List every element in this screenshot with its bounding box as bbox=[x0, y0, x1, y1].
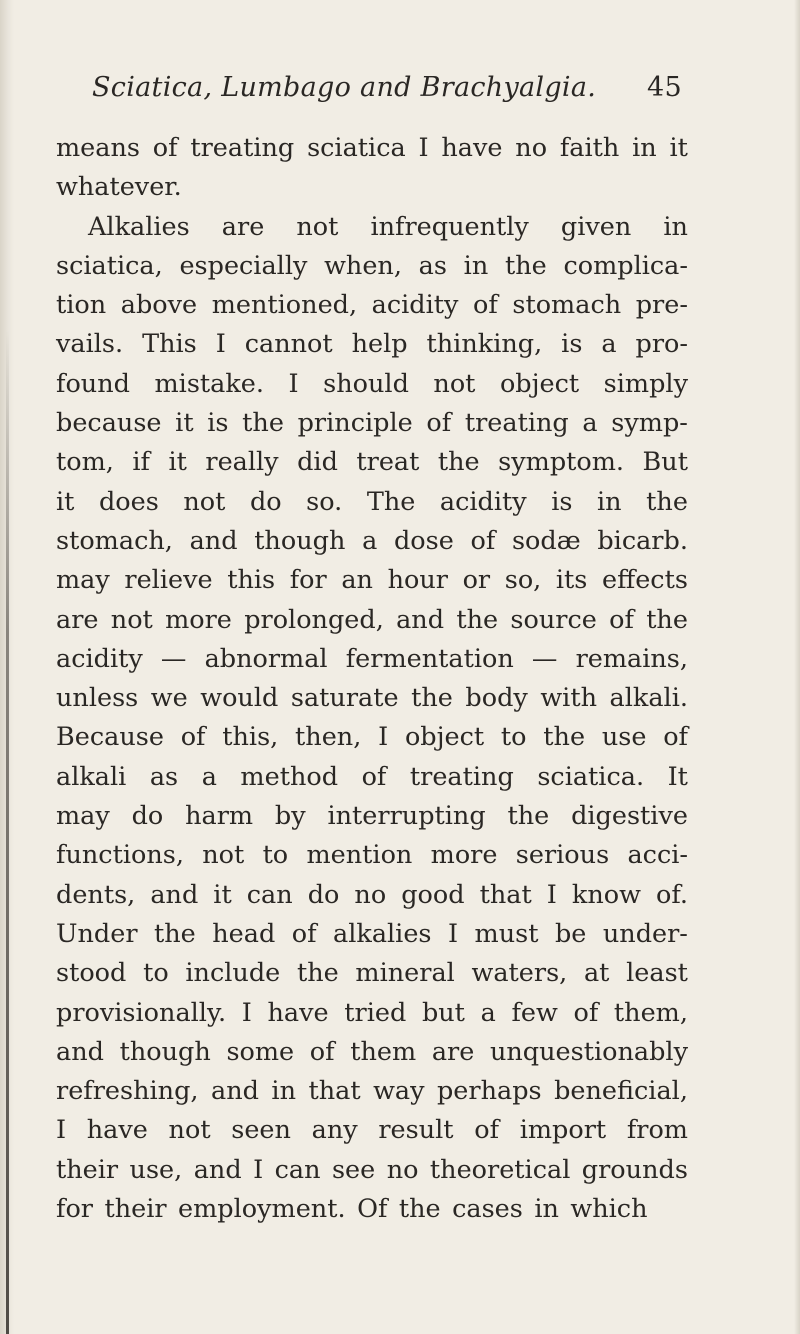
word: mentioned, bbox=[211, 290, 358, 321]
word: source bbox=[510, 604, 597, 635]
word: their bbox=[104, 1194, 167, 1225]
word: is bbox=[551, 486, 573, 517]
word: as bbox=[149, 761, 179, 792]
word: fermentation bbox=[345, 643, 514, 674]
word: of. bbox=[655, 879, 688, 910]
word: I bbox=[448, 918, 459, 949]
word: though bbox=[119, 1036, 211, 1067]
word: grounds bbox=[581, 1154, 688, 1185]
word: way bbox=[373, 1076, 425, 1107]
word: its bbox=[555, 565, 588, 596]
text-line bbox=[56, 1111, 688, 1150]
word: beneficial, bbox=[554, 1076, 688, 1107]
word: of bbox=[470, 525, 496, 556]
word: though bbox=[254, 525, 346, 556]
word: tom, bbox=[56, 447, 114, 478]
word: — bbox=[531, 643, 558, 674]
text-line bbox=[56, 286, 688, 325]
word: Under bbox=[56, 918, 138, 949]
word: faith bbox=[559, 133, 620, 163]
word: remains, bbox=[575, 643, 688, 674]
word: seen bbox=[231, 1115, 291, 1146]
text-line bbox=[56, 994, 688, 1033]
word: and bbox=[56, 1036, 104, 1067]
word: prolonged, bbox=[244, 604, 384, 635]
word: and bbox=[150, 879, 199, 910]
word: and bbox=[211, 1076, 259, 1107]
word: method bbox=[240, 761, 339, 792]
word: see bbox=[331, 1154, 376, 1185]
word: this, bbox=[222, 722, 279, 753]
word: should bbox=[323, 368, 409, 399]
word: It bbox=[667, 761, 688, 792]
word: the bbox=[504, 250, 547, 281]
word: serious bbox=[515, 840, 610, 871]
word: are bbox=[221, 211, 265, 242]
word: use, bbox=[129, 1154, 183, 1185]
word: But bbox=[642, 447, 688, 478]
word: Of bbox=[357, 1194, 388, 1225]
word: of bbox=[663, 722, 688, 753]
word: pre- bbox=[635, 290, 688, 321]
word: refreshing, bbox=[56, 1076, 199, 1107]
word: relieve bbox=[124, 565, 213, 596]
word: mineral bbox=[355, 958, 455, 989]
word: head bbox=[212, 918, 276, 949]
word: mention bbox=[306, 840, 413, 871]
word: infrequently bbox=[370, 211, 529, 242]
word: are bbox=[56, 604, 99, 635]
word: sciatica. bbox=[537, 761, 645, 792]
word: bicarb. bbox=[597, 525, 688, 556]
word: a bbox=[201, 761, 217, 792]
text-line bbox=[56, 365, 688, 404]
page-edge-right bbox=[794, 0, 800, 1334]
word: acidity bbox=[371, 290, 459, 321]
word: the bbox=[411, 683, 453, 714]
word: the bbox=[154, 918, 196, 949]
word: can bbox=[246, 879, 293, 910]
word: least bbox=[626, 958, 688, 989]
running-head bbox=[92, 72, 682, 116]
word: use bbox=[601, 722, 647, 753]
word: the bbox=[543, 722, 586, 753]
word: and bbox=[193, 1154, 242, 1185]
word: The bbox=[366, 486, 416, 517]
word: alkali bbox=[56, 761, 127, 792]
word: the bbox=[242, 408, 284, 439]
word: digestive bbox=[571, 801, 688, 832]
word: in bbox=[632, 133, 657, 163]
word: tried bbox=[344, 997, 407, 1028]
word: perhaps bbox=[436, 1076, 542, 1107]
word: the bbox=[646, 604, 688, 635]
word: the bbox=[507, 801, 550, 832]
word: hour bbox=[387, 565, 448, 596]
word: interrupting bbox=[327, 801, 486, 832]
word: Alkalies bbox=[88, 211, 190, 242]
word: really bbox=[205, 447, 279, 478]
word: means bbox=[56, 133, 140, 163]
word: but bbox=[421, 997, 465, 1028]
word: unquestionably bbox=[489, 1036, 688, 1067]
word: of bbox=[573, 997, 599, 1028]
word: this bbox=[227, 565, 276, 596]
word: not bbox=[110, 604, 153, 635]
word: that bbox=[308, 1076, 361, 1107]
word: have bbox=[267, 997, 329, 1028]
word: treating bbox=[190, 133, 295, 163]
text-line bbox=[56, 954, 688, 993]
word: cannot bbox=[244, 329, 333, 360]
running-title: Sciatica, Lumbago and Brachyalgia. bbox=[92, 72, 597, 103]
word: to bbox=[500, 722, 527, 753]
word: dose bbox=[393, 525, 454, 556]
word: is bbox=[561, 329, 583, 360]
word: dents, bbox=[56, 879, 136, 910]
word: not bbox=[296, 211, 339, 242]
word: Because bbox=[56, 722, 164, 753]
text-line bbox=[56, 404, 688, 443]
text-line bbox=[56, 208, 688, 247]
word: employment. bbox=[178, 1194, 346, 1225]
word: them, bbox=[613, 997, 688, 1028]
word: in bbox=[534, 1194, 559, 1225]
word: I bbox=[288, 368, 299, 399]
word: which bbox=[570, 1194, 648, 1225]
word: I bbox=[378, 722, 389, 753]
word: This bbox=[142, 329, 197, 360]
word: sciatica bbox=[307, 133, 406, 163]
word: no bbox=[515, 133, 548, 163]
word: effects bbox=[602, 565, 688, 596]
word: may bbox=[56, 801, 110, 832]
word: under- bbox=[602, 918, 688, 949]
word: of bbox=[609, 604, 634, 635]
page-number: 45 bbox=[647, 72, 682, 103]
word: I bbox=[56, 1115, 67, 1146]
text-line bbox=[56, 718, 688, 757]
word: so. bbox=[306, 486, 343, 517]
word: are bbox=[431, 1036, 475, 1067]
word: waters, bbox=[471, 958, 568, 989]
word: because bbox=[56, 408, 162, 439]
word: and bbox=[396, 604, 445, 635]
word: and bbox=[189, 525, 238, 556]
word: of bbox=[291, 918, 317, 949]
word: good bbox=[401, 879, 465, 910]
word: result bbox=[378, 1115, 454, 1146]
word: stomach, bbox=[56, 525, 173, 556]
text-line bbox=[56, 836, 688, 875]
word: to bbox=[262, 840, 289, 871]
word: import bbox=[519, 1115, 607, 1146]
word: that bbox=[479, 879, 532, 910]
word: treating bbox=[409, 761, 514, 792]
word: it bbox=[56, 486, 75, 517]
text-line bbox=[56, 168, 688, 207]
word: I bbox=[546, 879, 557, 910]
word: do bbox=[131, 801, 164, 832]
word: symptom. bbox=[498, 447, 625, 478]
word: the bbox=[456, 604, 499, 635]
word: did bbox=[297, 447, 338, 478]
word: unless bbox=[56, 683, 139, 714]
word: do bbox=[307, 879, 340, 910]
word: then, bbox=[295, 722, 362, 753]
word: of bbox=[426, 408, 452, 439]
word: functions, bbox=[56, 840, 184, 871]
word: simply bbox=[603, 368, 688, 399]
word: complica- bbox=[563, 250, 688, 281]
word: acidity bbox=[56, 643, 143, 674]
word: — bbox=[160, 643, 187, 674]
word: have bbox=[86, 1115, 148, 1146]
word: in bbox=[663, 211, 688, 242]
word: of bbox=[474, 1115, 500, 1146]
word: as bbox=[418, 250, 447, 281]
text-line bbox=[56, 876, 688, 915]
word: of bbox=[180, 722, 206, 753]
word: not bbox=[202, 840, 245, 871]
text-line bbox=[56, 561, 688, 600]
word: we bbox=[150, 683, 188, 714]
text-line bbox=[56, 247, 688, 286]
word: body bbox=[465, 683, 528, 714]
word: a bbox=[480, 997, 496, 1028]
word: vails. bbox=[56, 329, 124, 360]
word: more bbox=[430, 840, 498, 871]
word: in bbox=[271, 1076, 297, 1107]
word: I bbox=[253, 1154, 264, 1185]
word: sodæ bbox=[511, 525, 581, 556]
page-gutter-shadow bbox=[0, 0, 14, 1334]
word: it bbox=[213, 879, 232, 910]
word: of bbox=[361, 761, 387, 792]
word: help bbox=[351, 329, 408, 360]
word: principle bbox=[297, 408, 413, 439]
word: especially bbox=[179, 250, 308, 281]
word: have bbox=[441, 133, 503, 163]
word: the bbox=[646, 486, 688, 517]
text-line bbox=[56, 679, 688, 718]
word: object bbox=[404, 722, 485, 753]
word: the bbox=[437, 447, 480, 478]
word: any bbox=[311, 1115, 358, 1146]
text-line bbox=[56, 1190, 688, 1229]
binding-edge bbox=[6, 330, 9, 1334]
word: it bbox=[175, 408, 194, 439]
text-line bbox=[56, 443, 688, 482]
word: cases bbox=[452, 1194, 523, 1225]
word: acidity bbox=[439, 486, 527, 517]
word: may bbox=[56, 565, 110, 596]
text-line bbox=[56, 640, 688, 679]
word: stomach bbox=[512, 290, 622, 321]
word: would bbox=[200, 683, 279, 714]
word: no bbox=[354, 879, 387, 910]
word: of bbox=[309, 1036, 335, 1067]
word: harm bbox=[185, 801, 254, 832]
word: I bbox=[215, 329, 226, 360]
text-line bbox=[56, 522, 688, 561]
word: saturate bbox=[290, 683, 399, 714]
text-line bbox=[56, 483, 688, 522]
word: for bbox=[56, 1194, 93, 1225]
word: a bbox=[601, 329, 617, 360]
word: do bbox=[249, 486, 282, 517]
word: pro- bbox=[635, 329, 688, 360]
word: in bbox=[463, 250, 489, 281]
word: be bbox=[554, 918, 587, 949]
word: at bbox=[583, 958, 610, 989]
word: does bbox=[98, 486, 159, 517]
text-line bbox=[56, 129, 688, 168]
word: them bbox=[350, 1036, 417, 1067]
text-line bbox=[56, 797, 688, 836]
word: if bbox=[132, 447, 150, 478]
word: with bbox=[540, 683, 597, 714]
word: for bbox=[289, 565, 327, 596]
word: provisionally. bbox=[56, 997, 227, 1028]
word: stood bbox=[56, 958, 127, 989]
word: it bbox=[669, 133, 688, 163]
text-line bbox=[56, 915, 688, 954]
word: from bbox=[626, 1115, 688, 1146]
word: in bbox=[597, 486, 622, 517]
word: their bbox=[56, 1154, 119, 1185]
word: thinking, bbox=[426, 329, 543, 360]
word: when, bbox=[324, 250, 402, 281]
word: abnormal bbox=[204, 643, 328, 674]
word: whatever. bbox=[56, 172, 182, 203]
word: is bbox=[207, 408, 229, 439]
word: not bbox=[183, 486, 226, 517]
word: the bbox=[296, 958, 339, 989]
word: I bbox=[418, 133, 429, 163]
word: it bbox=[168, 447, 187, 478]
word: include bbox=[185, 958, 281, 989]
word: mistake. bbox=[154, 368, 265, 399]
word: alkali. bbox=[609, 683, 688, 714]
word: tion bbox=[56, 290, 107, 321]
text-line bbox=[56, 1151, 688, 1190]
word: object bbox=[499, 368, 580, 399]
word: not bbox=[168, 1115, 211, 1146]
word: given bbox=[560, 211, 632, 242]
word: of bbox=[152, 133, 178, 163]
text-line bbox=[56, 1072, 688, 1111]
text-line bbox=[56, 601, 688, 640]
word: no bbox=[386, 1154, 419, 1185]
word: so, bbox=[504, 565, 542, 596]
word: some bbox=[226, 1036, 295, 1067]
word: sciatica, bbox=[56, 250, 163, 281]
word: can bbox=[274, 1154, 321, 1185]
word: a bbox=[362, 525, 378, 556]
word: more bbox=[165, 604, 232, 635]
text-line bbox=[56, 325, 688, 364]
word: found bbox=[56, 368, 130, 399]
word: an bbox=[341, 565, 373, 596]
word: must bbox=[474, 918, 539, 949]
word: a bbox=[582, 408, 598, 439]
word: or bbox=[462, 565, 491, 596]
word: treat bbox=[356, 447, 420, 478]
word: symp- bbox=[611, 408, 688, 439]
word: above bbox=[120, 290, 198, 321]
body-text bbox=[56, 129, 688, 1229]
word: by bbox=[274, 801, 306, 832]
word: I bbox=[241, 997, 252, 1028]
text-line bbox=[56, 758, 688, 797]
word: few bbox=[511, 997, 558, 1028]
word: alkalies bbox=[333, 918, 432, 949]
word: theoretical bbox=[429, 1154, 571, 1185]
word: not bbox=[433, 368, 476, 399]
word: the bbox=[398, 1194, 441, 1225]
word: to bbox=[143, 958, 169, 989]
word: treating bbox=[464, 408, 569, 439]
text-line bbox=[56, 1033, 688, 1072]
word: know bbox=[571, 879, 641, 910]
word: acci- bbox=[627, 840, 688, 871]
word: of bbox=[473, 290, 498, 321]
